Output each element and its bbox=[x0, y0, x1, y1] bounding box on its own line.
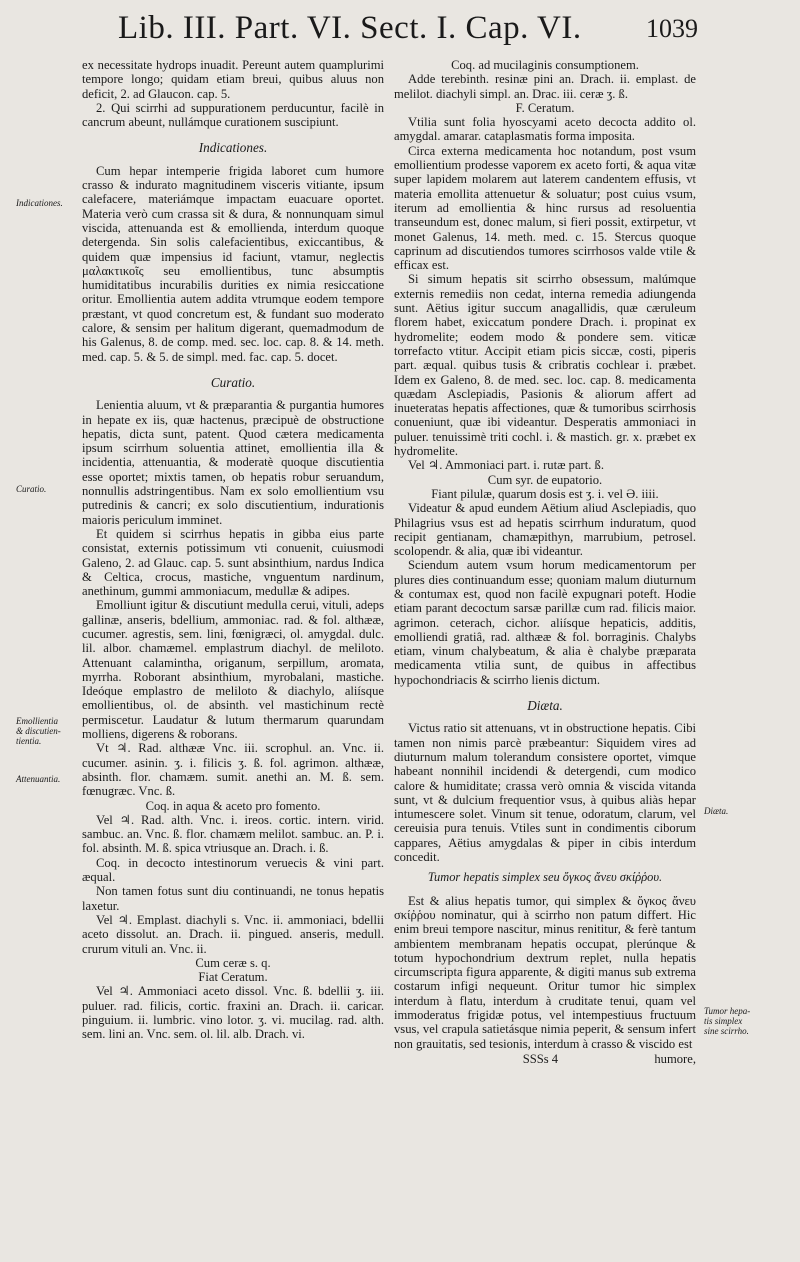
running-header bbox=[118, 10, 698, 56]
margin-note-line: Tumor hepa- bbox=[704, 1006, 751, 1016]
paragraph: Est & alius hepatis tumor, qui simplex & ὄγκος ἄνευ σκίῤῥου nominatur, qui à scirrho non patum differt. Hic enim breui tempore nascitur, minus renititur, & ferè tantum ambientem membranam hepatis occupat, plerúnque & totum hypochondrium dextrum replet, nulla hepatis circumscripta figura apparente, & digiti manus sub extrema costarum infigi nequeunt. Oritur tumor hic simplex interdum à flatu, interdum à cruditate tenui, quam vel immoderatus frigidæ potus, vel intempestiuus fructuum vsus, vel crapula satietásque nimia peperit, & sensum infert non grauitatis, sed tesionis, interdum à crasso & viscido est bbox=[394, 893, 696, 1051]
margin-note-line: tis simplex bbox=[704, 1016, 743, 1026]
margin-note-line: & discutien- bbox=[16, 726, 61, 736]
paragraph: Lenientia aluum, vt & præparantia & purgantia humores in hepate ex iis, quæ hactenus, præcipuè de obstructione hepatis, dicta sunt, patent. Quod cætera medicamenta ipsum scirrhum soluentia attinet, emollientia illa & incidentia, attenuantia, & moderatè quoque discutientia esse oportet; mixtis tamen, ob hepatis robur seruandum, nonnullis adstringentibus. Nam ex solo emollientium vsu putredinis & cancri; ex solo discutientium, indurationis maioris periculum imminet. bbox=[82, 398, 384, 527]
prescription-note: Coq. in decocto intestinorum veruecis & vini part. æqual. bbox=[82, 855, 384, 885]
paragraph: Videatur & apud eundem Aëtium aliud Asclepiadis, quo Philagrius vsus est ad hepatis scirrhum induratum, quod recipit gentianam, chamæpithyn, marrubium, petrosel. scolopendr. & alia, quæ ibi videantur. bbox=[394, 501, 696, 559]
signature-mark: SSSs 4 bbox=[522, 1051, 559, 1066]
section-heading-diaeta: Diæta. bbox=[527, 698, 563, 714]
paragraph: Sciendum autem vsum horum medicamentorum per plures dies continuandum esse; quoniam malum diuturnum & contumax est, quod non facilè expugnari poteft. Hodie etiam parant decoctum sarsæ parillæ cum rad. filicis maior. agrimon. ceterach, cichor. aliísque hepaticis, additis, emolliendi gratiâ, rad. althææ & fol. borraginis. Chalybs etiam, vinum chalybeatum, & alia è chalybe præparata medicamenta vtilia sunt, de quibus in affectibus hypochondriacis & scirrho lienis dictum. bbox=[394, 558, 696, 687]
prescription: Vel ♃. Emplast. diachyli s. Vnc. ii. ammoniaci, bdellii aceto dissolut. an. Drach. ii. pingued. anseris, medull. crurum vituli an. Vnc. ii. bbox=[82, 912, 384, 956]
prescription-note: Coq. ad mucilaginis consumptionem. bbox=[451, 58, 639, 72]
margin-note-attenuantia: Attenuantia. bbox=[16, 774, 61, 784]
paragraph: Si simum hepatis sit scirrho obsessum, malúmque externis remediis non cedat, interna remedia adiungenda sunt. Aëtius igitur succum anagallidis, quæ cæruleum florem habet, exiccatum pondere Drach. i. propinat ex hydromelite; eodem modo & pondere sem. viticæ torrefacto vtitur. Accipit etiam picis siccæ, costi, piperis part. æqual. quibus tusis & cribratis cochlear i. præbet. Idem ex Galeno, 8. de med. sec. loc. cap. 8. medicamenta quædam Asclepiadis, Pasionis & aliorum affert ad inueteratas hepatis affectiones, quæ & tumoribus scirrhosis conueniunt, quæ ibi videantur. Desperatis ammoniaci in puluer. tenuissimè triti cochl. i. & mastich. gr. x. præbet ex hydromelite. bbox=[394, 272, 696, 459]
paragraph: 2. Qui scirrhi ad suppurationem perducuntur, facilè in cancrum abeunt, nullámque curationem suscipiunt. bbox=[82, 100, 384, 130]
running-title: Lib. III. Part. VI. Sect. I. Cap. VI. bbox=[118, 10, 582, 46]
paragraph: Non tamen fotus sunt diu continuandi, ne tonus hepatis laxetur. bbox=[82, 884, 384, 913]
section-heading-indicationes: Indicationes. bbox=[198, 140, 268, 156]
catchword: humore, bbox=[654, 1051, 696, 1066]
margin-note-line: Emollientia bbox=[16, 716, 58, 726]
prescription-note: F. Ceratum. bbox=[515, 100, 575, 115]
prescription-note: Cum syr. de eupatorio. bbox=[487, 472, 603, 487]
margin-note-curatio: Curatio. bbox=[16, 484, 47, 494]
prescription: Adde terebinth. resinæ pini an. Drach. ii. emplast. de melilot. diachyli simpl. an. Drac. iii. ceræ ʒ. ß. bbox=[394, 72, 696, 101]
margin-note-tumor bbox=[704, 1006, 750, 1036]
prescription-note: Fiant pilulæ, quarum dosis est ʒ. i. vel Ə. iiii. bbox=[431, 486, 659, 501]
paragraph: Et quidem si scirrhus hepatis in gibba eius parte consistat, externis potissimum vti conuenit, cuiusmodi Galeno, 2. ad Glauc. cap. 5. sunt absinthium, nardus Indica & Celtica, crocus, mastiche, vnguentum nardinum, anethinum, gummi ammoniacum, medullæ & adipes. bbox=[82, 526, 384, 599]
paragraph: Victus ratio sit attenuans, vt in obstructione hepatis. Cibi tamen non nimis parcè præbeantur: Siquidem vires ad diuturnum malum tolerandum consistere oportet, vimque habeant nonnihil incidendi & detergendi, cum modico calore & humiditate; crassa verò omnia & viscida vitanda sunt, vt & dulcium frequentior vsus, à quibus aliàs hepar intumescere solet. Vinum sit tenue, odoratum, clarum, vel cereuisia pura tenuis. Vtiles sunt in condimentis ciborum cappares, Aëtius amygdalas & piper in cibis interdum concedit. bbox=[394, 721, 696, 865]
margin-note-indicationes: Indicationes. bbox=[16, 198, 63, 208]
paragraph: Cum hepar intemperie frigida laboret cum humore crasso & indurato magnitudinem visceris vitiante, ipsum calefacere, materiámque impactam euacuare oportet. Materia verò cum crassa sit & dura, & nonnunquam simul viscida, attenuanda est & emollienda, interdum quoque detergenda. Sin solis calefacientibus, exiccantibus, & quidem quæ impensius id faciunt, vtamur, neglectis μαλακτικοῖς seu emollientibus, tunc absumptis humiditatibus incurabilis durities ex nimia resiccatione oritur. Emollientia autem addita vtrumque eodem tempore præstant, vt quod concretum est, & fundant suo moderato calore, & sensim per halitum digerant, quemadmodum de his Galenus, 8. de comp. med. sec. loc. cap. 8. & 14. meth. med. cap. 5. & 5. de simpl. med. fac. cap. 5. docet. bbox=[82, 163, 384, 364]
right-column bbox=[394, 58, 696, 1066]
prescription-note: Coq. in aqua & aceto pro fomento. bbox=[145, 798, 321, 813]
prescription-note: Cum ceræ s. q. bbox=[195, 955, 271, 970]
page-number: 1039 bbox=[646, 14, 698, 43]
paragraph: Circa externa medicamenta hoc notandum, post vsum emollientium prodesse vaporem ex aceto forti, & aqua vitæ super lapidem molarem aut laterem candentem effusis, vt materia emollita attenuetur & soluatur; post cuius vsum, iterum ad emollientia & hinc rursus ad resoluentia transeundum est, donec malum, si fieri possit, extirpetur, vt monet Galenus, 14. meth. med. c. 15. Stercus quoque caprinum ad discutiendos tumores scirrhosos valde vtile & efficax est. bbox=[394, 143, 696, 273]
margin-note-line: tientia. bbox=[16, 736, 42, 746]
prescription-note: Fiat Ceratum. bbox=[198, 970, 268, 985]
prescription: Vel ♃. Ammoniaci part. i. rutæ part. ß. bbox=[408, 458, 604, 473]
prescription: Vel ♃. Rad. alth. Vnc. i. ireos. cortic. intern. virid. sambuc. an. Vnc. ß. flor. chamæm melilot. sambuc. an. P. i. fol. absinth. M. ß. spica vtriusque an. Drach. i. ß. bbox=[82, 812, 384, 856]
left-column bbox=[82, 58, 384, 1042]
margin-note-diaeta: Diæta. bbox=[704, 806, 729, 816]
paragraph: Emolliunt igitur & discutiunt medulla cerui, vituli, adeps gallinæ, anseris, bdellium, ammoniac. rad. & fol. althææ, cucumer. agrestis, sem. lini, fœnigræci, ol. amygdal. dulc. lil. albor. chamæmel. emplastrum diachyl. de meliloto. Attenuant calamintha, origanum, serpillum, aromata, myrrha. Roborant absinthium, myrobalani, mastiche. Ideóque emplastro de meliloto & diachylo, aliísque emollientibus, ol. de absinth. vel mastichinum rectè permiscetur. Laudatur & lutum thermarum quarundam molliens, digerens & roborans. bbox=[82, 598, 384, 742]
margin-note-line: sine scirrho. bbox=[704, 1026, 749, 1036]
paragraph: ex necessitate hydrops inuadit. Pereunt autem quamplurimi tempore longo; quidam etiam breui, quibus aluus non deficit, 2. ad Glaucon. cap. 5. bbox=[82, 58, 384, 101]
section-heading-tumor: Tumor hepatis simplex seu ὄγκος ἄνευ σκίῤῥου. bbox=[427, 870, 663, 885]
prescription: Vt ♃. Rad. althææ Vnc. iii. scrophul. an. Vnc. ii. cucumer. asinin. ʒ. i. filicis ʒ. ß. fol. agrimon. althææ, absinth. flor. chamæm. sumit. anethi an. M. ß. sem. fœnugræc. Vnc. ß. bbox=[82, 741, 384, 799]
prescription: Vel ♃. Ammoniaci aceto dissol. Vnc. ß. bdellii ʒ. iii. puluer. rad. filicis, cortic. fraxini an. Drach. ii. caricar. pinguium. ii. lumbric. vino lotor. ʒ. vi. mucilag. rad. alth. sem. lini an. Vnc. sem. ol. lil. alb. Drach. vi. bbox=[82, 984, 384, 1042]
margin-note-emollientia bbox=[16, 716, 61, 746]
section-heading-curatio: Curatio. bbox=[210, 374, 256, 390]
page-footer bbox=[394, 1052, 696, 1066]
paragraph: Vtilia sunt folia hyoscyami aceto decocta addito ol. amygdal. amarar. cataplasmatis forma imposita. bbox=[394, 115, 696, 144]
